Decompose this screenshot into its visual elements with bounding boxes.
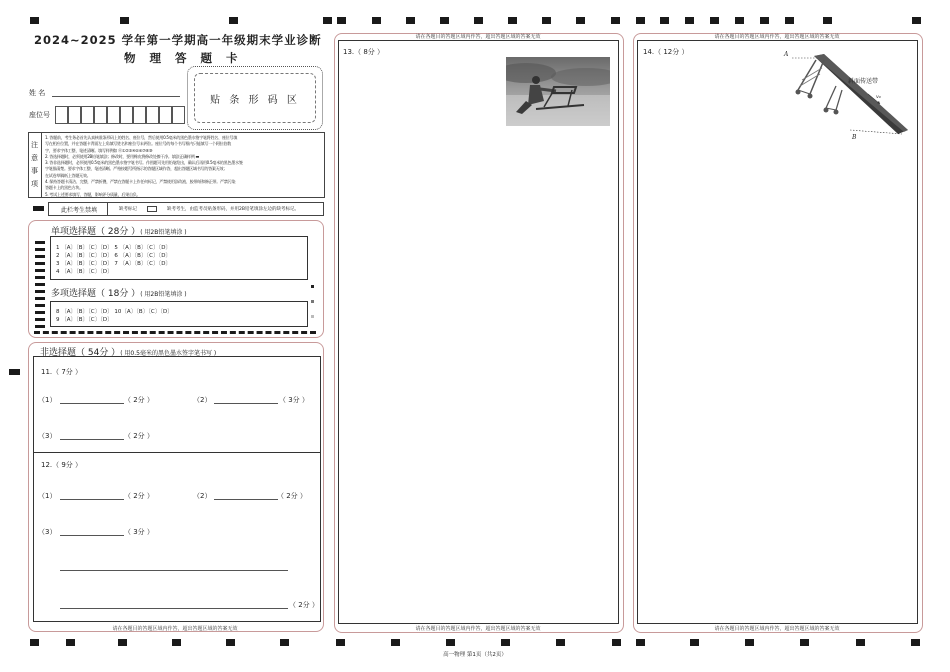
q13-box: [338, 40, 619, 624]
timing-mark: [556, 639, 565, 646]
timing-mark: [685, 17, 694, 24]
page-footer: 高一物理 第1页（共2页）: [443, 652, 507, 658]
timing-mark: [446, 639, 455, 646]
q12-answer4[interactable]: [60, 608, 288, 609]
name-label: 姓 名: [29, 89, 46, 97]
warning-top-col3: 请在各题目的答题区域内作答，超出答题区域的答案无效: [714, 34, 840, 40]
timing-mark: [172, 639, 181, 646]
q11-part3: （3）: [38, 432, 57, 440]
dot-mark: [311, 315, 314, 318]
point-a-label: A: [784, 51, 789, 58]
forbidden-row: [48, 202, 324, 216]
forbidden-label: 此栏考生禁填: [61, 207, 98, 214]
conveyor-figure: [780, 50, 910, 145]
timing-mark: [735, 17, 744, 24]
q12-part3: （3）: [38, 528, 57, 536]
q11-answer1[interactable]: [60, 403, 124, 404]
q11-answer2[interactable]: [214, 403, 278, 404]
warning-bottom-col3: 请在各题目的答题区域内作答，超出答题区域的答案无效: [714, 626, 840, 632]
timing-mark: [636, 639, 645, 646]
timing-mark: [856, 639, 865, 646]
conveyor-label: 斜面传送带: [848, 78, 879, 85]
q12-answer3[interactable]: [60, 535, 124, 536]
point-b-label: B: [852, 134, 857, 141]
timing-mark: [611, 17, 620, 24]
q12-part1-score: （ 2分 ）: [124, 492, 154, 500]
timing-mark: [337, 17, 346, 24]
q11-part3-score: （ 2分 ）: [124, 432, 154, 440]
timing-mark: [542, 17, 551, 24]
q12-title: 12.（ 9分 ）: [41, 461, 83, 469]
timing-mark: [636, 17, 645, 24]
q14-title: 14.（ 12分 ）: [643, 48, 689, 56]
timing-mark: [440, 17, 449, 24]
q12-answer1[interactable]: [60, 499, 124, 500]
timing-mark: [226, 639, 235, 646]
timing-mark: [118, 639, 127, 646]
q12-answer2[interactable]: [214, 499, 278, 500]
absent-note: 缺考考生，由监考员贴条形码，并用2B铅笔填涂左边的缺考标记。: [167, 207, 299, 212]
absent-checkbox[interactable]: [147, 206, 157, 212]
nonchoice-title: 非选择题（ 54分 ）( 用0.5毫米的黑色墨水签字笔书写 ): [40, 348, 217, 358]
choice-separator: [34, 331, 316, 334]
q11-part2-score: （ 3分 ）: [279, 396, 309, 404]
multi-choice-title: 多项选择题（ 18分 ）( 用2B铅笔填涂 ): [51, 289, 187, 299]
notes-text: 1. 答题前，考生务必首先认真核准条形码上的姓名、座位号，然后使用0.5毫米的黑色墨水签字笔将姓名、座位号填 写在相应位置，并在答题卡背面左上角填写姓名和座位号末两位。座位号的每个书写框内只能填写一个阿拉伯数 字，要求字体工整、笔迹清晰。填写样例如 ⓪①②③④⑤⑥⑦⑧⑨ 2. 答选择题时，必须使用2B铅笔填涂；修改时，要用橡皮将修改处擦干净。填涂正确样例 ▬ 3. 答非选择题时，必须使用0.5毫米的黑色墨水签字笔书写。作图题可先用铅笔绘出，确认后再用0.5毫米的黑色墨水签 字笔描清楚。要求字体工整、笔迹清晰。严格按题号所指示的答题区域作答，超出答题区域书写的答案无效； 在试卷草稿纸上答题无效。 4. 保持答题卡清洁、完整，严禁折叠，严禁在答题卡上作任何标记，严禁使用涂改液、胶带纸和修正带。严禁污染 答题卡上的黑色方块。 5. 考试上述要求填写、答题，影响评分质量，后果自负。: [45, 135, 243, 197]
timing-mark: [576, 17, 585, 24]
timing-mark: [474, 17, 483, 24]
q11-part2: （2）: [193, 396, 212, 404]
card-subtitle: 物 理 答 题 卡: [124, 51, 243, 65]
timing-mark: [30, 17, 39, 24]
timing-mark: [823, 17, 832, 24]
barcode-label: 贴 条 形 码 区: [210, 95, 300, 106]
warning-bottom-col2: 请在各题目的答题区域内作答，超出答题区域的答案无效: [415, 626, 541, 632]
warning-bottom-col1: 请在各题目的答题区域内作答，超出答题区域的答案无效: [112, 626, 238, 632]
q12-part2: （2）: [193, 492, 212, 500]
exam-title: 2024~2025 学年第一学期高一年级期末学业诊断: [34, 33, 322, 47]
seat-label: 座位号: [29, 111, 50, 119]
q12-part2-score: （ 2分 ）: [277, 492, 307, 500]
timing-mark: [372, 17, 381, 24]
absent-mark-block: [33, 206, 44, 211]
single-choice-row[interactable]: 4 〔A〕〔B〕〔C〕〔D〕: [56, 269, 113, 275]
timing-mark: [391, 639, 400, 646]
timing-mark: [612, 639, 621, 646]
q13-title: 13.（ 8分 ）: [343, 48, 385, 56]
timing-mark: [501, 639, 510, 646]
single-choice-row[interactable]: 2 〔A〕〔B〕〔C〕〔D〕 6 〔A〕〔B〕〔C〕〔D〕: [56, 253, 171, 259]
timing-mark: [745, 639, 754, 646]
q11-answer3[interactable]: [60, 439, 124, 440]
timing-mark: [323, 17, 332, 24]
timing-mark: [785, 17, 794, 24]
timing-mark: [760, 17, 769, 24]
timing-mark: [280, 639, 289, 646]
q11-part1-score: （ 2分 ）: [124, 396, 154, 404]
timing-mark: [660, 17, 669, 24]
notes-label: 注 意 事 项: [31, 141, 38, 188]
q12-part3-score: （ 3分 ）: [124, 528, 154, 536]
absent-label: 缺考标记: [119, 207, 137, 212]
timing-mark: [406, 17, 415, 24]
single-choice-row[interactable]: 1 〔A〕〔B〕〔C〕〔D〕 5 〔A〕〔B〕〔C〕〔D〕: [56, 245, 171, 251]
side-mark: [9, 369, 20, 375]
q12-part1: （1）: [38, 492, 57, 500]
timing-mark: [911, 639, 920, 646]
sled-photo: [506, 57, 610, 126]
single-choice-row[interactable]: 3 〔A〕〔B〕〔C〕〔D〕 7 〔A〕〔B〕〔C〕〔D〕: [56, 261, 171, 267]
nonchoice-box: [33, 356, 321, 622]
timing-mark: [229, 17, 238, 24]
single-choice-title: 单项选择题（ 28分 ）( 用2B铅笔填涂 ): [51, 227, 187, 237]
q11-title: 11.（ 7分 ）: [41, 368, 83, 376]
timing-mark: [690, 639, 699, 646]
timing-mark: [336, 639, 345, 646]
q12-part4-score: （ 2分 ）: [289, 601, 319, 609]
multi-choice-row[interactable]: 9 〔A〕〔B〕〔C〕〔D〕: [56, 317, 113, 323]
name-field[interactable]: [52, 96, 180, 97]
q12-answer3-line2[interactable]: [60, 570, 288, 571]
barcode-area: [187, 66, 323, 130]
timing-mark: [912, 17, 921, 24]
timing-mark: [66, 639, 75, 646]
timing-mark: [120, 17, 129, 24]
velocity-label: v₀: [876, 94, 881, 100]
dot-mark: [311, 300, 314, 303]
timing-mark: [710, 17, 719, 24]
timing-mark: [800, 639, 809, 646]
timing-mark: [30, 639, 39, 646]
timing-mark: [508, 17, 517, 24]
notes-box: [28, 132, 325, 198]
warning-top-col2: 请在各题目的答题区域内作答，超出答题区域的答案无效: [415, 34, 541, 40]
dot-mark: [311, 285, 314, 288]
q11-part1: （1）: [38, 396, 57, 404]
multi-choice-row[interactable]: 8 〔A〕〔B〕〔C〕〔D〕 10〔A〕〔B〕〔C〕〔D〕: [56, 309, 173, 315]
